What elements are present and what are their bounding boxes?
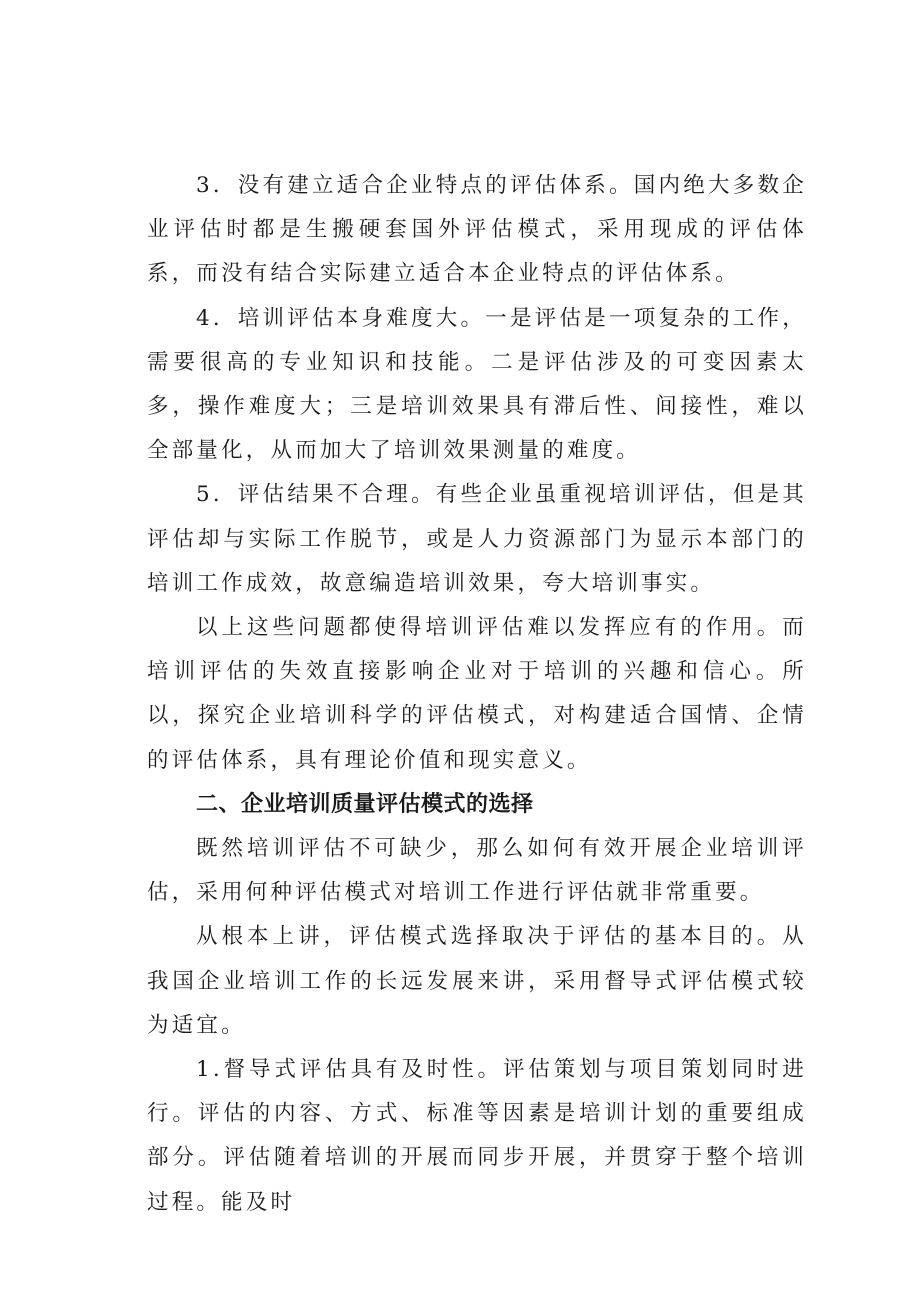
paragraph-item-5-unreasonable-results: 5．评估结果不合理。有些企业虽重视培训评估，但是其评估却与实际工作脱节，或是人力资源部门为显示本部门的培训工作成效，故意编造培训效果，夸大培训事实。: [147, 482, 807, 596]
paragraph-item-3-no-evaluation-system: 3．没有建立适合企业特点的评估体系。国内绝大多数企业评估时都是生搬硬套国外评估模式，采用现成的评估体系，而没有结合实际建立适合本企业特点的评估体系。: [147, 173, 807, 287]
section-heading: 二、企业培训质量评估模式的选择: [196, 791, 534, 817]
paragraph-summary: 以上这些问题都使得培训评估难以发挥应有的作用。而培训评估的失效直接影响企业对于培训的兴趣和信心。所以，探究企业培训科学的评估模式，对构建适合国情、企情的评估体系，具有理论价值和现实意义。: [147, 615, 807, 773]
paragraph-importance: 既然培训评估不可缺少，那么如何有效开展企业培训评估，采用何种评估模式对培训工作进行评估就非常重要。: [147, 836, 807, 906]
paragraph-item-4-evaluation-difficulty: 4．培训评估本身难度大。一是评估是一项复杂的工作，需要很高的专业知识和技能。二是评估涉及的可变因素太多，操作难度大；三是培训效果具有滞后性、间接性，难以全部量化，从而加大了培训效果测量的难度。: [147, 305, 807, 464]
document-page: [147, 164, 807, 1225]
paragraph-mode-selection: 从根本上讲，评估模式选择取决于评估的基本目的。从我国企业培训工作的长远发展来讲，采用督导式评估模式较为适宜。: [147, 924, 807, 1038]
paragraph-item-1-timeliness: 1.督导式评估具有及时性。评估策划与项目策划同时进行。评估的内容、方式、标准等因素是培训计划的重要组成部分。评估随着培训的开展而同步开展，并贯穿于整个培训过程。能及时: [147, 1057, 807, 1215]
